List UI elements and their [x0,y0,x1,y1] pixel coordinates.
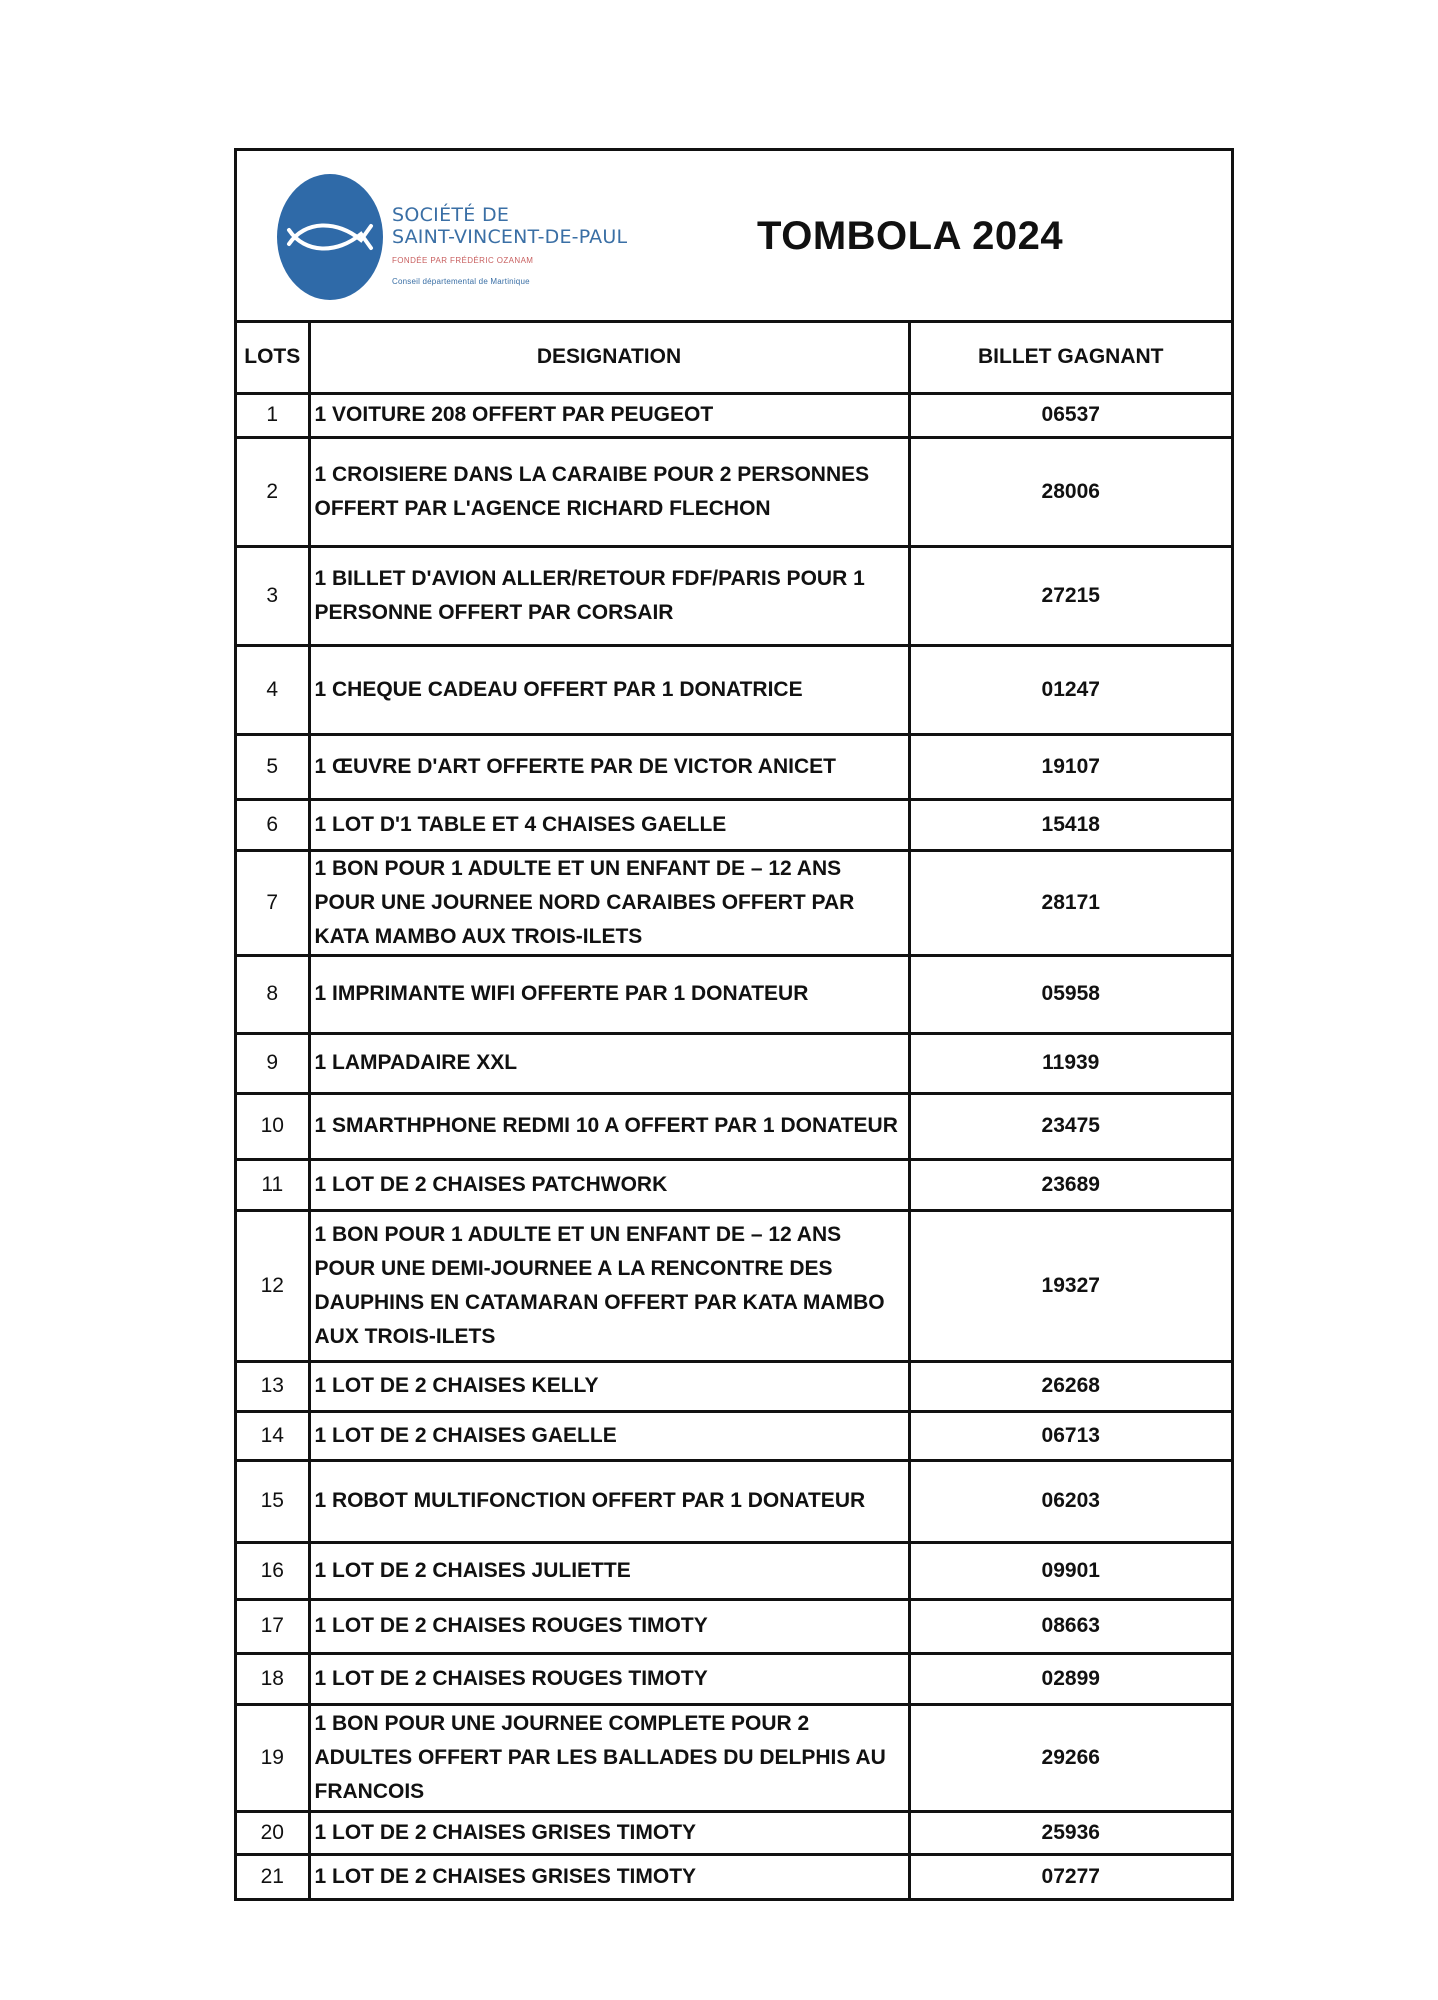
table-row [237,955,1231,1033]
lot-designation: 1 LOT DE 2 CHAISES GRISES TIMOTY [309,1811,909,1854]
column-header-lots: LOTS [237,323,309,393]
table-row [237,734,1231,799]
table-row [237,1093,1231,1159]
lot-number: 13 [237,1361,309,1411]
lot-designation: 1 LOT DE 2 CHAISES JULIETTE [309,1542,909,1599]
winning-ticket: 25936 [909,1811,1231,1854]
table-row [237,1599,1231,1653]
table-row [237,1159,1231,1210]
winning-ticket: 05958 [909,955,1231,1033]
logo-org-line2: SAINT-VINCENT-DE-PAUL [392,226,628,248]
lot-designation: 1 LOT DE 2 CHAISES PATCHWORK [309,1159,909,1210]
lot-designation: 1 CHEQUE CADEAU OFFERT PAR 1 DONATRICE [309,645,909,734]
table-row [237,1411,1231,1460]
lot-designation: 1 LOT DE 2 CHAISES KELLY [309,1361,909,1411]
logo-text [392,204,812,286]
winning-ticket: 23475 [909,1093,1231,1159]
table-row [237,1653,1231,1704]
column-header-designation: DESIGNATION [309,323,909,393]
winning-ticket: 23689 [909,1159,1231,1210]
winning-ticket: 15418 [909,799,1231,850]
lot-number: 12 [237,1210,309,1361]
lot-designation: 1 BON POUR UNE JOURNEE COMPLETE POUR 2 ADULTES OFFERT PAR LES BALLADES DU DELPHIS AU FRANCOIS [309,1704,909,1811]
lot-number: 17 [237,1599,309,1653]
table-row [237,850,1231,955]
winning-ticket: 07277 [909,1854,1231,1898]
lot-number: 3 [237,546,309,645]
lot-number: 7 [237,850,309,955]
lot-designation: 1 IMPRIMANTE WIFI OFFERTE PAR 1 DONATEUR [309,955,909,1033]
tombola-sheet [234,148,1234,1901]
table-row [237,1811,1231,1854]
lot-designation: 1 LOT DE 2 CHAISES GRISES TIMOTY [309,1854,909,1898]
winning-ticket: 09901 [909,1542,1231,1599]
lot-number: 14 [237,1411,309,1460]
lot-number: 5 [237,734,309,799]
lot-number: 10 [237,1093,309,1159]
winning-ticket: 06537 [909,393,1231,437]
winning-ticket: 01247 [909,645,1231,734]
table-row [237,1361,1231,1411]
winning-ticket: 02899 [909,1653,1231,1704]
lot-number: 9 [237,1033,309,1093]
document-header [237,151,1231,323]
table-row [237,799,1231,850]
winning-ticket: 19327 [909,1210,1231,1361]
winning-ticket: 26268 [909,1361,1231,1411]
lot-designation: 1 SMARTHPHONE REDMI 10 A OFFERT PAR 1 DONATEUR [309,1093,909,1159]
table-row [237,645,1231,734]
table-row [237,1033,1231,1093]
winning-ticket: 27215 [909,546,1231,645]
document-title: TOMBOLA 2024 [757,214,1064,258]
lot-designation: 1 LOT DE 2 CHAISES ROUGES TIMOTY [309,1599,909,1653]
table-header-row [237,323,1231,393]
winning-ticket: 08663 [909,1599,1231,1653]
lot-number: 6 [237,799,309,850]
lot-number: 15 [237,1460,309,1542]
lot-designation: 1 LAMPADAIRE XXL [309,1033,909,1093]
logo-org-line1: SOCIÉTÉ DE [392,204,510,226]
lot-number: 8 [237,955,309,1033]
lot-designation: 1 VOITURE 208 OFFERT PAR PEUGEOT [309,393,909,437]
table-row [237,1854,1231,1898]
table-row [237,1704,1231,1811]
fish-icon [285,214,375,260]
lot-number: 4 [237,645,309,734]
organization-logo [277,174,797,304]
lot-number: 1 [237,393,309,437]
lot-designation: 1 LOT DE 2 CHAISES GAELLE [309,1411,909,1460]
lot-designation: 1 ROBOT MULTIFONCTION OFFERT PAR 1 DONATEUR [309,1460,909,1542]
lot-designation: 1 LOT DE 2 CHAISES ROUGES TIMOTY [309,1653,909,1704]
lot-designation: 1 BON POUR 1 ADULTE ET UN ENFANT DE – 12 ANS POUR UNE DEMI-JOURNEE A LA RENCONTRE DES DAUPHINS EN CATAMARAN OFFERT PAR KATA MAMBO AUX TROIS-ILETS [309,1210,909,1361]
logo-founder-line: FONDÉE PAR FRÉDÉRIC OZANAM [392,256,534,265]
lot-number: 20 [237,1811,309,1854]
lot-number: 11 [237,1159,309,1210]
winning-ticket: 06713 [909,1411,1231,1460]
winning-ticket: 19107 [909,734,1231,799]
table-row [237,1460,1231,1542]
lot-number: 16 [237,1542,309,1599]
lot-designation: 1 ŒUVRE D'ART OFFERTE PAR DE VICTOR ANICET [309,734,909,799]
lot-number: 18 [237,1653,309,1704]
lot-number: 21 [237,1854,309,1898]
table-row [237,437,1231,546]
table-row [237,393,1231,437]
lot-number: 2 [237,437,309,546]
lot-designation: 1 CROISIERE DANS LA CARAIBE POUR 2 PERSONNES OFFERT PAR L'AGENCE RICHARD FLECHON [309,437,909,546]
table-row [237,1542,1231,1599]
winning-ticket: 28171 [909,850,1231,955]
winning-ticket: 28006 [909,437,1231,546]
lot-number: 19 [237,1704,309,1811]
logo-council-line: Conseil départemental de Martinique [392,277,530,286]
lot-designation: 1 LOT D'1 TABLE ET 4 CHAISES GAELLE [309,799,909,850]
logo-circle [277,174,383,300]
column-header-billet: BILLET GAGNANT [909,323,1231,393]
table-row [237,546,1231,645]
table-row [237,1210,1231,1361]
results-table [237,323,1231,1898]
winning-ticket: 06203 [909,1460,1231,1542]
winning-ticket: 11939 [909,1033,1231,1093]
winning-ticket: 29266 [909,1704,1231,1811]
lot-designation: 1 BILLET D'AVION ALLER/RETOUR FDF/PARIS POUR 1 PERSONNE OFFERT PAR CORSAIR [309,546,909,645]
lot-designation: 1 BON POUR 1 ADULTE ET UN ENFANT DE – 12 ANS POUR UNE JOURNEE NORD CARAIBES OFFERT PAR KATA MAMBO AUX TROIS-ILETS [309,850,909,955]
